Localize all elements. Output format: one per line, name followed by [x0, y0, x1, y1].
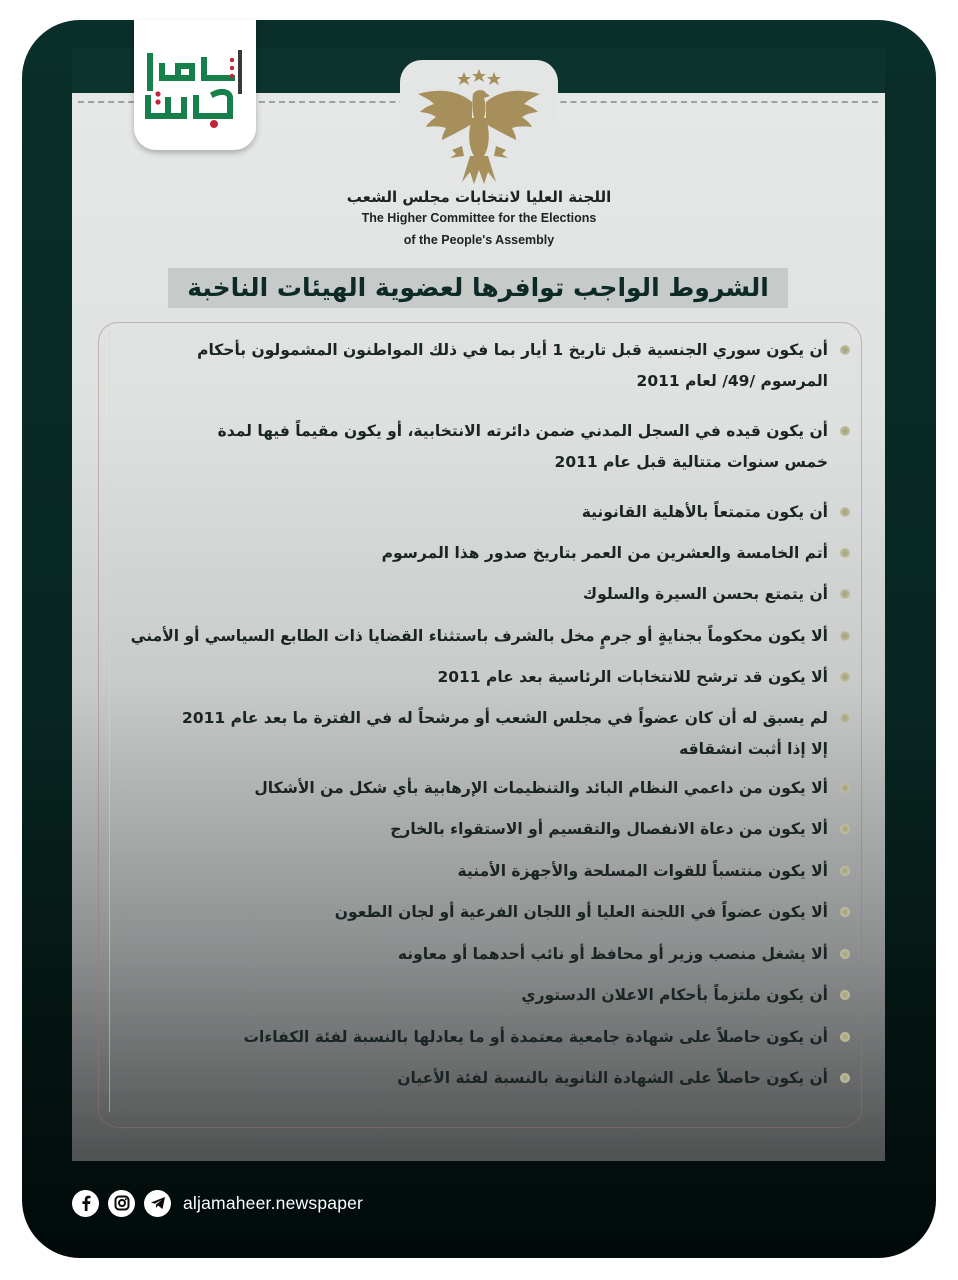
bullet-icon — [840, 1032, 850, 1042]
condition-item — [110, 814, 850, 845]
bullet-icon — [840, 824, 850, 834]
condition-text — [582, 497, 828, 528]
condition-line: ألا يشغل منصب وزير أو محافظ أو نائب أحدهما أو معاونه — [397, 945, 828, 963]
bullet-icon — [840, 907, 850, 917]
condition-line: لم يسبق له أن كان عضواً في مجلس الشعب أو مرشحاً له في الفترة ما بعد عام 2011 — [182, 709, 828, 727]
bullet-icon — [840, 866, 850, 876]
condition-text — [243, 1022, 828, 1053]
condition-text — [583, 579, 828, 610]
footer-social-bar — [72, 1188, 363, 1218]
condition-item — [110, 897, 850, 928]
bullet-icon — [840, 672, 850, 682]
condition-item — [110, 621, 850, 652]
condition-text — [335, 897, 828, 928]
facebook-icon[interactable] — [72, 1190, 99, 1217]
condition-item — [110, 939, 850, 970]
condition-line: إلا إذا أثبت انشقاقه — [679, 740, 828, 758]
condition-item — [110, 497, 850, 528]
bullet-icon — [840, 949, 850, 959]
condition-line: أن يكون حاصلاً على شهادة جامعية معتمدة أو ما يعادلها بالنسبة لفئة الكفاءات — [243, 1028, 828, 1046]
condition-item — [110, 856, 850, 887]
page-title: الشروط الواجب توافرها لعضوية الهيئات الناخبة — [187, 273, 769, 302]
condition-item — [110, 1063, 850, 1094]
org-name-arabic: اللجنة العليا لانتخابات مجلس الشعب — [346, 188, 612, 206]
bullet-icon — [840, 426, 850, 436]
condition-text — [390, 814, 828, 845]
condition-text — [397, 1063, 828, 1094]
bullet-icon — [840, 507, 850, 517]
condition-text — [182, 703, 828, 765]
condition-text — [254, 773, 828, 804]
condition-line: المرسوم /49/ لعام 2011 — [636, 372, 828, 390]
condition-line: ألا يكون منتسباً للقوات المسلحة والأجهزة الأمنية — [457, 862, 828, 880]
condition-line: أن يكون ملتزماً بأحكام الاعلان الدستوري — [521, 986, 828, 1004]
condition-line: ألا يكون من دعاة الانفصال والتقسيم أو الاستقواء بالخارج — [390, 820, 828, 838]
condition-item — [110, 773, 850, 804]
condition-item — [110, 579, 850, 610]
jamaheer-logo-icon — [134, 20, 256, 150]
condition-text — [437, 662, 828, 693]
org-name-english-line2: of the People's Assembly — [403, 233, 555, 247]
condition-line: أن يتمتع بحسن السيرة والسلوك — [582, 585, 828, 603]
condition-line: أتم الخامسة والعشرين من العمر بتاريخ صدور هذا المرسوم — [381, 544, 828, 562]
condition-item — [110, 538, 850, 569]
social-handle[interactable]: aljamaheer.newspaper — [183, 1192, 364, 1213]
condition-item — [110, 703, 850, 765]
bullet-icon — [840, 631, 850, 641]
bullet-icon — [840, 548, 850, 558]
condition-item — [110, 662, 850, 693]
condition-text — [197, 335, 828, 397]
bullet-icon — [840, 713, 850, 723]
bullet-icon — [840, 783, 850, 793]
instagram-icon[interactable] — [108, 1190, 135, 1217]
telegram-icon[interactable] — [144, 1190, 171, 1217]
condition-line: خمس سنوات متتالية قبل عام 2011 — [554, 453, 828, 471]
condition-line: ألا يكون عضواً في اللجنة العليا أو اللجان الفرعية أو لجان الطعون — [334, 903, 828, 921]
condition-line: أن يكون قيده في السجل المدني ضمن دائرته الانتخابية، أو يكون مقيماً فيها لمدة — [217, 422, 828, 440]
condition-text — [382, 538, 828, 569]
condition-line: أن يكون حاصلاً على الشهادة الثانوية بالنسبة لفئة الأعيان — [397, 1069, 828, 1087]
condition-line: أن يكون متمتعاً بالأهلية القانونية — [581, 503, 828, 521]
condition-item — [110, 1022, 850, 1053]
condition-line: ألا يكون محكوماً بجنايةٍ أو جرمٍ مخل بالشرف باستثناء القضايا ذات الطابع السياسي أو الأمني — [130, 627, 828, 645]
org-name-english-line1: The Higher Committee for the Elections — [361, 211, 597, 225]
condition-text — [398, 939, 828, 970]
condition-line: ألا يكون من داعمي النظام البائد والتنظيمات الإرهابية بأي شكل من الأشكال — [254, 779, 828, 797]
condition-item — [110, 416, 850, 478]
bullet-icon — [840, 990, 850, 1000]
condition-text — [218, 416, 828, 478]
condition-item — [110, 980, 850, 1011]
condition-text — [458, 856, 828, 887]
eagle-emblem-icon — [400, 60, 558, 190]
condition-text — [521, 980, 828, 1011]
bullet-icon — [840, 1073, 850, 1083]
condition-line: أن يكون سوري الجنسية قبل تاريخ 1 أيار بما في ذلك المواطنون المشمولون بأحكام — [197, 341, 828, 359]
condition-line: ألا يكون قد ترشح للانتخابات الرئاسية بعد عام 2011 — [437, 668, 828, 686]
bullet-icon — [840, 589, 850, 599]
bullet-icon — [840, 345, 850, 355]
condition-item — [110, 335, 850, 397]
condition-text — [131, 621, 828, 652]
